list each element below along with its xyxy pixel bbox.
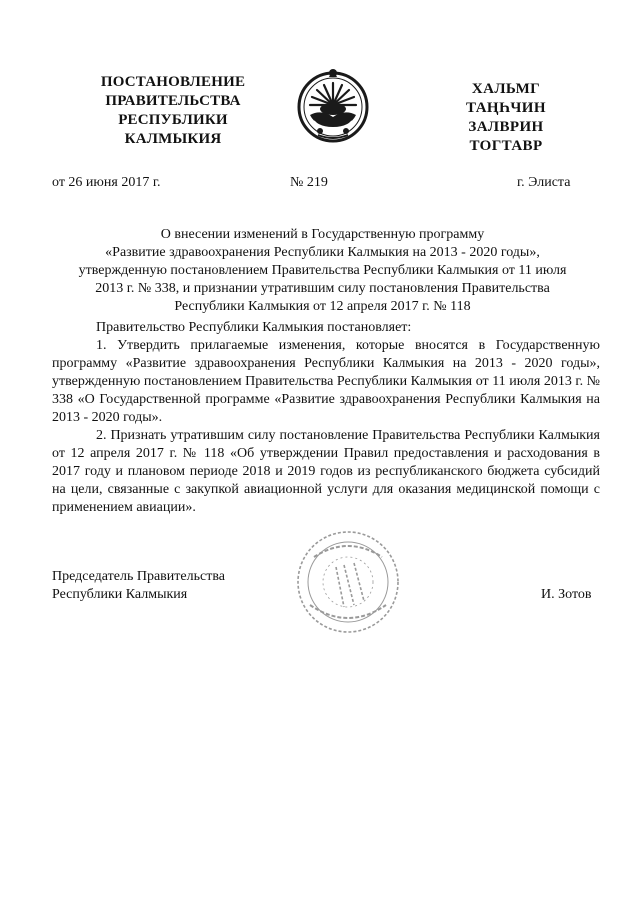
header-left-line: ПОСТАНОВЛЕНИЕ bbox=[100, 74, 246, 90]
body-item-2: 2. Признать утратившим силу постановление Правительства Республики Калмыкия от 12 апреля 2017 г. № 118 «Об утверждении Правил предоставления и расходования в 2017 году и плановом периоде 2018 и 2019 годов из республиканского бюджета субсидий на цели, связанные с закупкой авиационной услуги для оказания медицинской помощи с применением авиации». bbox=[52, 428, 600, 515]
title-line: утвержденную постановлением Правительства Республики Калмыкия от 11 июля bbox=[78, 263, 567, 278]
decree-city: г. Элиста bbox=[517, 175, 571, 190]
header-left-line: ПРАВИТЕЛЬСТВА bbox=[105, 93, 241, 109]
title-line: «Развитие здравоохранения Республики Калмыкия на 2013 - 2020 годы», bbox=[105, 245, 540, 260]
position-line: Председатель Правительства bbox=[52, 569, 225, 584]
signatory-position bbox=[52, 568, 225, 604]
header-right-line: ТОГТАВР bbox=[469, 138, 543, 154]
header-left-line: КАЛМЫКИЯ bbox=[124, 131, 222, 147]
header-right-line: ТАҢҺЧИН bbox=[466, 100, 546, 116]
title-line: О внесении изменений в Государственную программу bbox=[160, 227, 485, 242]
header-left-russian bbox=[78, 73, 268, 149]
kalmykia-coat-of-arms-icon bbox=[296, 65, 370, 149]
decree-number: № 219 bbox=[290, 175, 328, 190]
position-line: Республики Калмыкия bbox=[52, 587, 188, 602]
title-line: Республики Калмыкия от 12 апреля 2017 г. № 118 bbox=[174, 299, 471, 314]
header-left-line: РЕСПУБЛИКИ bbox=[118, 112, 228, 128]
signatory-name: И. Зотов bbox=[541, 587, 592, 602]
decree-body bbox=[52, 319, 600, 517]
title-line: 2013 г. № 338, и признании утратившим силу постановления Правительства bbox=[95, 281, 550, 296]
body-item-1: 1. Утвердить прилагаемые изменения, которые вносятся в Государственную программу «Развитие здравоохранения Республики Калмыкия на 2013 - 2020 годы», утвержденную постановлением Правительства Республики Калмыкия от 11 июля 2013 г. № 338 «О Государственной программе «Развитие здравоохранения Республики Калмыкия на 2013 - 2020 годы». bbox=[52, 338, 600, 425]
header-right-line: ЗАЛВРИН bbox=[468, 119, 544, 135]
decree-title bbox=[60, 226, 585, 316]
header-right-kalmyk bbox=[436, 80, 576, 156]
header-right-line: ХАЛЬМГ bbox=[471, 81, 541, 97]
decree-date: от 26 июня 2017 г. bbox=[52, 175, 161, 190]
body-lead: Правительство Республики Калмыкия постановляет: bbox=[96, 320, 412, 335]
official-round-stamp-icon bbox=[284, 527, 412, 637]
